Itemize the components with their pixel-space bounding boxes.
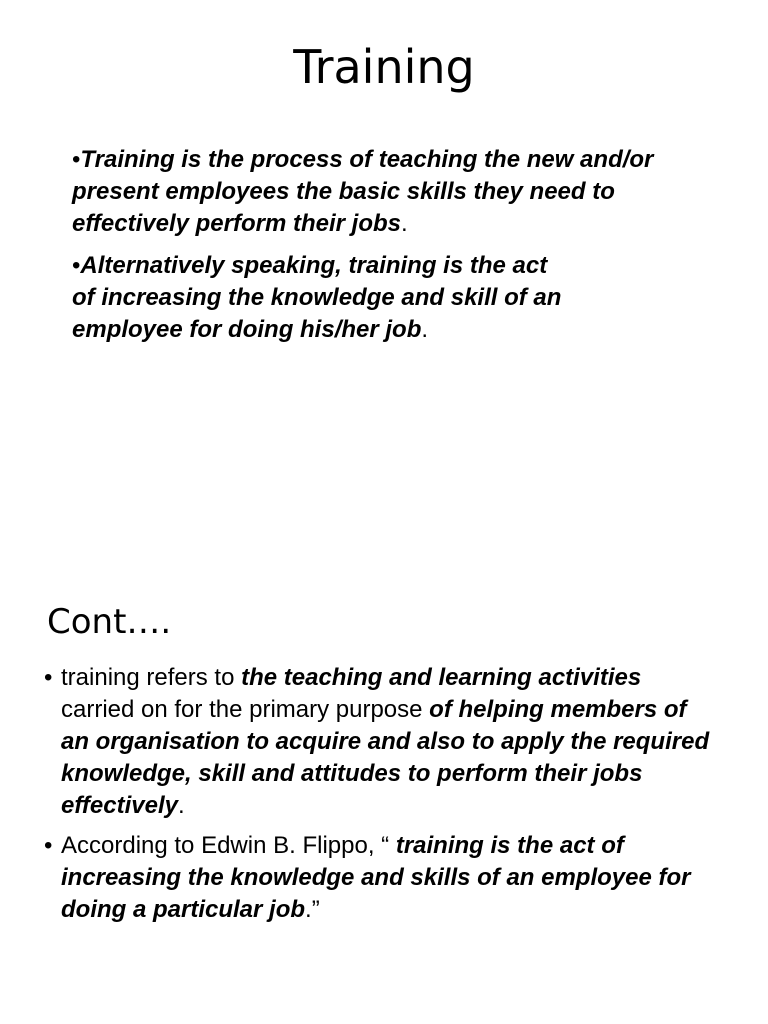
period: . bbox=[401, 210, 408, 237]
bullet: • bbox=[44, 664, 53, 691]
list-item bbox=[44, 662, 714, 822]
slide-cont bbox=[0, 512, 768, 1024]
item-emphasis: training is the act of increasing the knowledge and skills of an employee for doing a particular job bbox=[61, 832, 691, 923]
list-item bbox=[44, 830, 714, 926]
slide-title: Cont…. bbox=[47, 602, 172, 642]
item-emphasis: of helping members of an organisation to acquire and also to apply the required knowledge, skill and attitudes to perform their jobs effectively bbox=[61, 696, 710, 819]
item-text: . bbox=[177, 792, 185, 819]
definition-paragraph bbox=[72, 144, 672, 240]
definition-text: Training is the process of teaching the new and/or present employees the basic skills they need to effectively perform their jobs bbox=[72, 146, 654, 237]
bullet: • bbox=[72, 146, 81, 173]
period: . bbox=[421, 316, 429, 343]
slide-title: Training bbox=[293, 40, 475, 94]
item-text: carried on for the primary purpose bbox=[61, 696, 430, 723]
item-text: training refers to bbox=[61, 664, 242, 691]
alternative-definition-line2: of increasing the knowledge and skill of an employee for doing his/her job bbox=[72, 284, 562, 343]
alternative-definition-paragraph bbox=[72, 250, 672, 346]
bullet: • bbox=[44, 832, 53, 859]
item-text: According to Edwin B. Flippo, “ bbox=[61, 832, 396, 859]
item-emphasis: the teaching and learning activities bbox=[241, 664, 642, 691]
bullet-list bbox=[44, 662, 714, 934]
item-text: .” bbox=[305, 896, 320, 923]
bullet: • bbox=[72, 252, 81, 279]
alternative-definition-line1: Alternatively speaking, training is the act bbox=[80, 252, 548, 279]
slide-body bbox=[72, 144, 672, 356]
